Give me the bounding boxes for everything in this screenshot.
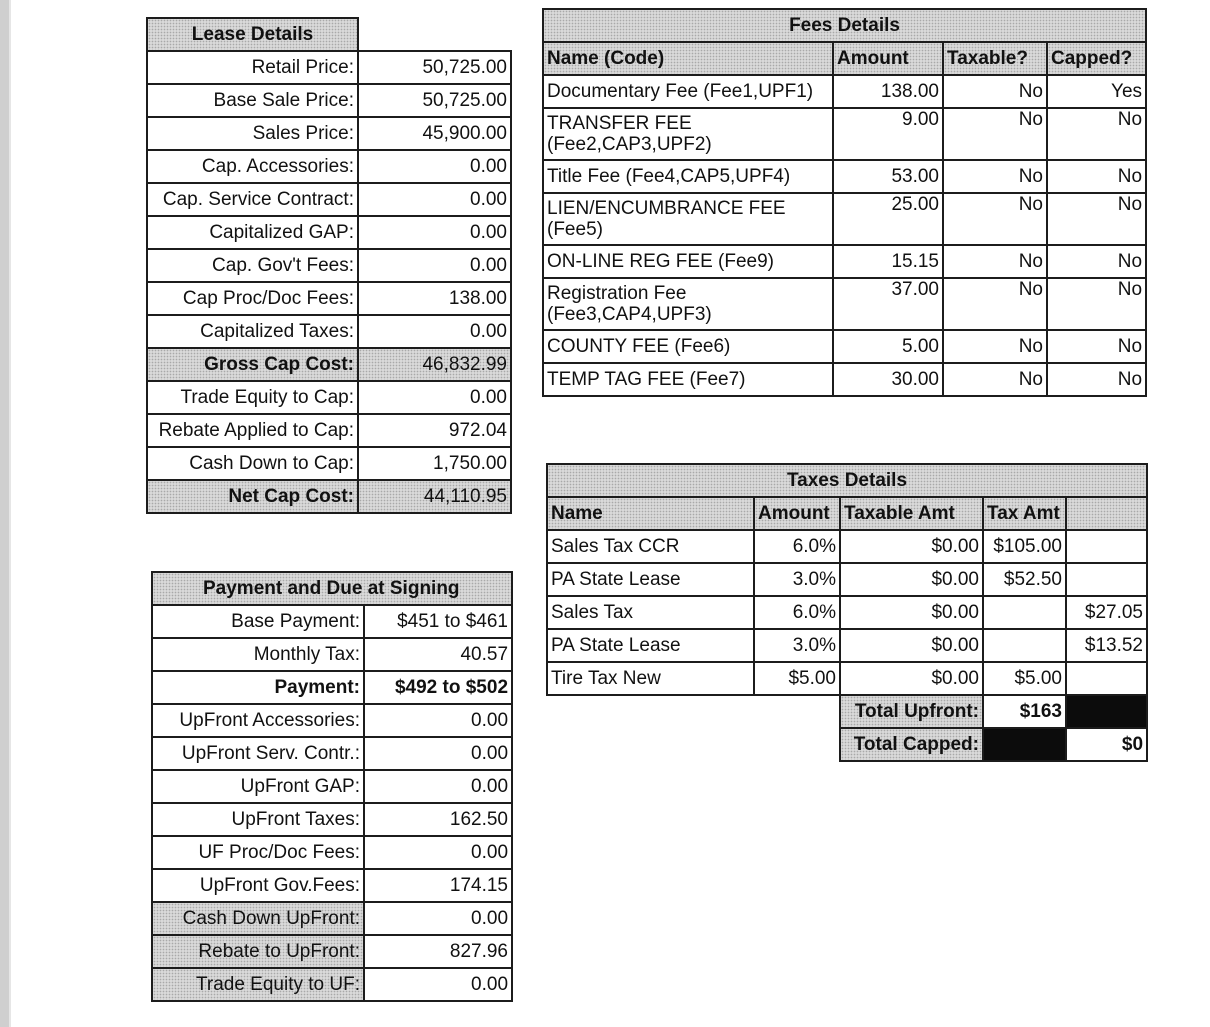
table-row: UpFront Serv. Contr.: 0.00 [152,737,512,770]
table-row: Cap. Gov't Fees: 0.00 [147,249,511,282]
table-row: Sales Tax CCR 6.0% $0.00 $105.00 [547,530,1147,563]
table-row: Trade Equity to UF: 0.00 [152,968,512,1001]
table-row: Documentary Fee (Fee1,UPF1) 138.00 No Yes [543,75,1146,108]
fees-title: Fees Details [543,9,1146,42]
table-row: COUNTY FEE (Fee6) 5.00 No No [543,330,1146,363]
table-row: Cap. Accessories: 0.00 [147,150,511,183]
table-row: UF Proc/Doc Fees: 0.00 [152,836,512,869]
table-row: Base Sale Price: 50,725.00 [147,84,511,117]
column-header: Amount [833,42,943,75]
payment-value: $492 to $502 [364,671,512,704]
table-row: UpFront Accessories: 0.00 [152,704,512,737]
page-edge [0,0,9,1027]
table-row: Cash Down to Cap: 1,750.00 [147,447,511,480]
table-row: Tire Tax New $5.00 $0.00 $5.00 [547,662,1147,695]
net-cap-cost-label: Net Cap Cost: [147,480,358,513]
total-upfront-row [547,695,1147,728]
table-row: LIEN/ENCUMBRANCE FEE (Fee5) 25.00 No No [543,193,1146,245]
table-row: TRANSFER FEE (Fee2,CAP3,UPF2) 9.00 No No [543,108,1146,160]
table-row: Retail Price: 50,725.00 [147,51,511,84]
taxes-header-row [547,497,1147,530]
lease-details-table [146,17,512,514]
blacked-out-cell [983,728,1066,761]
table-row: Registration Fee (Fee3,CAP4,UPF3) 37.00 No No [543,278,1146,330]
table-row [147,348,511,381]
total-capped-row [547,728,1147,761]
column-header: Name (Code) [543,42,833,75]
payment-title: Payment and Due at Signing [152,572,512,605]
table-row: Title Fee (Fee4,CAP5,UPF4) 53.00 No No [543,160,1146,193]
fees-header-row [543,42,1146,75]
total-upfront-value: $163 [983,695,1066,728]
table-row: Cap Proc/Doc Fees: 138.00 [147,282,511,315]
table-row: Base Payment: $451 to $461 [152,605,512,638]
table-row: ON-LINE REG FEE (Fee9) 15.15 No No [543,245,1146,278]
blacked-out-cell [1066,695,1147,728]
table-row: Sales Tax 6.0% $0.00 $27.05 [547,596,1147,629]
column-header: Taxable Amt [840,497,983,530]
table-row: Rebate Applied to Cap: 972.04 [147,414,511,447]
table-row: UpFront Taxes: 162.50 [152,803,512,836]
table-row: Monthly Tax: 40.57 [152,638,512,671]
table-row: Capitalized Taxes: 0.00 [147,315,511,348]
payment-table [151,571,513,1002]
table-row: UpFront Gov.Fees: 174.15 [152,869,512,902]
table-row: Capitalized GAP: 0.00 [147,216,511,249]
table-row: UpFront GAP: 0.00 [152,770,512,803]
fees-table [542,8,1147,397]
table-row: Cap. Service Contract: 0.00 [147,183,511,216]
lease-details-title: Lease Details [147,18,358,51]
table-row: PA State Lease 3.0% $0.00 $52.50 [547,563,1147,596]
column-header: Amount [754,497,840,530]
table-row: Sales Price: 45,900.00 [147,117,511,150]
column-header: Name [547,497,754,530]
total-upfront-label: Total Upfront: [840,695,983,728]
table-row: Trade Equity to Cap: 0.00 [147,381,511,414]
table-row [147,480,511,513]
table-row: PA State Lease 3.0% $0.00 $13.52 [547,629,1147,662]
column-header: Taxable? [943,42,1047,75]
table-row [152,671,512,704]
page-edge-shadow [9,0,11,1027]
table-row: TEMP TAG FEE (Fee7) 30.00 No No [543,363,1146,396]
table-row: Cash Down UpFront: 0.00 [152,902,512,935]
net-cap-cost-value: 44,110.95 [358,480,511,513]
total-capped-value: $0 [1066,728,1147,761]
total-capped-label: Total Capped: [840,728,983,761]
table-row: Rebate to UpFront: 827.96 [152,935,512,968]
gross-cap-cost-value: 46,832.99 [358,348,511,381]
column-header: Tax Amt [983,497,1066,530]
payment-label: Payment: [152,671,364,704]
taxes-title: Taxes Details [547,464,1147,497]
column-header: Capped? [1047,42,1146,75]
gross-cap-cost-label: Gross Cap Cost: [147,348,358,381]
taxes-table [546,463,1148,762]
